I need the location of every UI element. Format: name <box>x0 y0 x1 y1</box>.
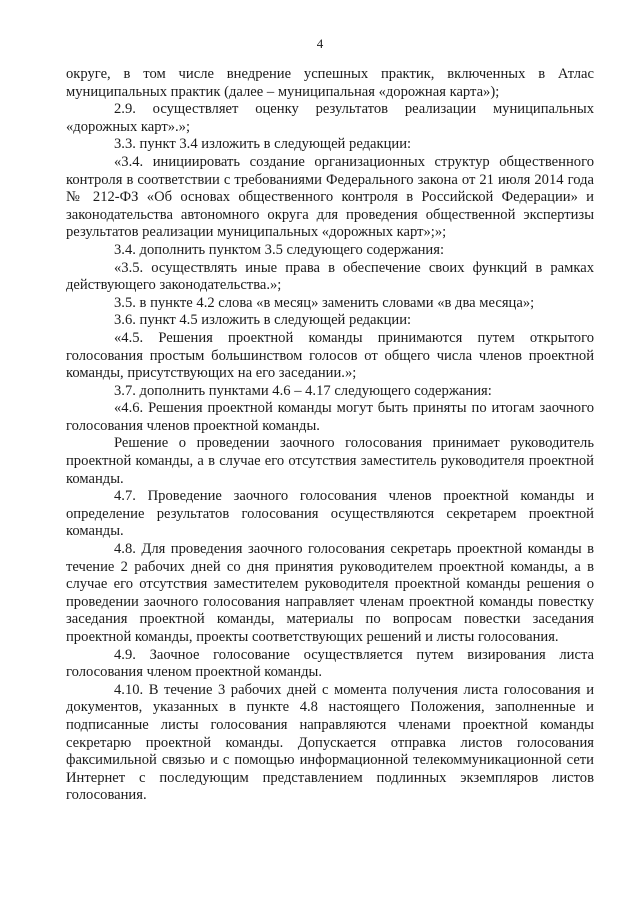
paragraph-decision: Решение о проведении заочного голосования принимает руководитель проектной команды, а в случае его отсутствия заместитель руководителя проектной команды. <box>66 435 594 487</box>
paragraph-amend-3-5: 3.5. в пункте 4.2 слова «в месяц» заменить словами «в два месяца»; <box>114 294 535 311</box>
paragraph-amend-3-3: 3.3. пункт 3.4 изложить в следующей редакции: <box>114 136 412 153</box>
paragraph-amend-3-6: 3.6. пункт 4.5 изложить в следующей редакции: <box>114 312 412 329</box>
paragraph-quote-4-5: «4.5. Решения проектной команды принимаются путем открытого голосования простым большинством голосов от общего числа членов проектной команды, присутствующих на его заседании.»; <box>66 329 594 382</box>
paragraph-amend-3-7: 3.7. дополнить пунктами 4.6 – 4.17 следующего содержания: <box>114 382 492 399</box>
page-number: 4 <box>316 36 324 51</box>
paragraph-4-7: 4.7. Проведение заочного голосования членов проектной команды и определение результатов голосования осуществляются секретарем проектной команды. <box>66 488 594 540</box>
paragraph-4-10: 4.10. В течение 3 рабочих дней с момента получения листа голосования и документов, указанных в пункте 4.8 настоящего Положения, заполненные и подписанные листы голосования направляются членами проектной команды секретарю проектной команды. Допускается отправка листов голосования факсимильной связью и с помощью информационной телекоммуникационной сети Интернет с последующим представлением подлинных экземпляров листов голосования. <box>66 681 594 804</box>
paragraph-2-9: 2.9. осуществляет оценку результатов реализации муниципальных «дорожных карт».»; <box>66 101 594 135</box>
paragraph-quote-3-4: «3.4. инициировать создание организационных структур общественного контроля в соответствии с требованиями Федерального закона от 21 июля 2014 года № 212-ФЗ «Об основах общественного контроля в Российской Федерации» и законодательства автономного округа для проведения общественной экспертизы результатов реализации муниципальных «дорожных карт»;»; <box>66 153 594 241</box>
paragraph-quote-3-5: «3.5. осуществлять иные права в обеспечение своих функций в рамках действующего законодательства.»; <box>66 259 594 294</box>
document-body <box>66 66 594 805</box>
paragraph-continuation: округе, в том числе внедрение успешных практик, включенных в Атлас муниципальных практик (далее – муниципальная «дорожная карта»); <box>66 66 594 100</box>
paragraph-4-9: 4.9. Заочное голосование осуществляется путем визирования листа голосования членом проектной команды. <box>66 646 594 681</box>
paragraph-quote-4-6: «4.6. Решения проектной команды могут быть приняты по итогам заочного голосования членов проектной команды. <box>66 400 594 434</box>
paragraph-amend-3-4: 3.4. дополнить пунктом 3.5 следующего содержания: <box>114 241 445 258</box>
paragraph-4-8: 4.8. Для проведения заочного голосования секретарь проектной команды в течение 2 рабочих дней со дня принятия руководителем проектной команды, а в случае его отсутствия заместителем руководителя проектной команды решения о проведении заочного голосования направляет членам проектной команды повестку заседания проектной команды, материалы по вопросам повестки заседания проектной команды, проекты соответствующих решений и листы голосования. <box>66 541 594 645</box>
